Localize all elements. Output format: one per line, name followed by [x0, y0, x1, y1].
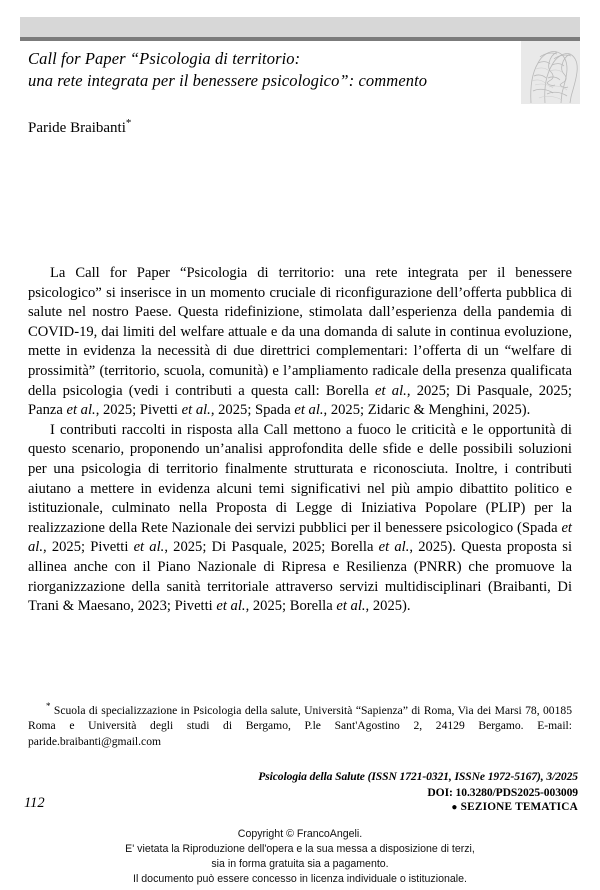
section-bullet-icon: ● [451, 802, 458, 813]
copyright-line-3: sia in forma gratuita sia a pagamento. [211, 858, 389, 870]
header-band-rule [20, 37, 580, 41]
article-title [28, 48, 513, 92]
journal-section [258, 800, 578, 816]
copyright-line-2: E' vietata la Riproduzione dell'opera e la sua messa a disposizione di terzi, [125, 843, 475, 855]
publisher-logo-icon [521, 41, 580, 104]
author-affiliation-footnote [28, 703, 572, 749]
body-paragraph-1: La Call for Paper “Psicologia di territorio: una rete integrata per il benessere psicologico” si inserisce in un momento cruciale di riconfigurazione dell’offerta pubblica di salute nel nostro Paese. Questa ridefinizione, stimolata dall’esperienza della pandemia di COVID-19, dai limiti del welfare attuale e da una domanda di salute in continua evoluzione, mette in evidenza la necessità di due direttrici complementari: l’offerta di un “welfare di prossimità” (territorio, scuola, comunità) e l’ampliamento radicale della presenza qualificata della psicologia (vedi i contributi a questa call: Borella et al., 2025; Di Pasquale, 2025; Panza et al., 2025; Pivetti et al., 2025; Spada et al., 2025; Zidaric & Menghini, 2025). [28, 265, 572, 419]
journal-doi: DOI: 10.3280/PDS2025-003009 [427, 785, 578, 799]
section-label: SEZIONE TEMATICA [460, 801, 578, 813]
copyright-line-1: Copyright © FrancoAngeli. [237, 828, 363, 840]
page-number: 112 [24, 795, 45, 811]
article-title-line-1: Call for Paper “Psicologia di territorio: [28, 49, 301, 68]
article-body [28, 264, 572, 617]
article-author [28, 118, 131, 138]
header-decorative-band [20, 17, 580, 41]
journal-footer [258, 769, 578, 816]
author-footnote-marker: * [125, 117, 132, 129]
header-band-light [20, 17, 580, 37]
copyright-line-4: Il documento può essere concesso in licenza individuale o istituzionale. [133, 873, 467, 885]
footnote-text: Scuola di specializzazione in Psicologia della salute, Università “Sapienza” di Roma, Via dei Marsi 78, 00185 Roma e Università degli studi di Bergamo, P.le Sant'Agostino 2, 24129 Bergamo. E-mail: paride.braibanti@gmail.com [28, 704, 572, 748]
author-name: Paride Braibanti [28, 120, 126, 136]
article-title-line-2: una rete integrata per il benessere psicologico”: commento [28, 71, 428, 90]
footnote-paragraph [28, 703, 572, 749]
journal-citation: Psicologia della Salute (ISSN 1721-0321, ISSNe 1972-5167), 3/2025 [258, 770, 578, 783]
body-paragraph-2: I contributi raccolti in risposta alla Call mettono a fuoco le criticità e le opportunità di questo scenario, proponendo un’analisi approfondita delle sfide e delle possibili soluzioni per una psicologia di territorio finalmente strutturata e riconosciuta. Inoltre, i contributi aiutano a mettere in evidenza alcuni temi significativi nel più ampio dibattito politico e istituzionale, culminato nella Proposta di Legge di Iniziativa Popolare (PLIP) per la realizzazione della Rete Nazionale dei servizi pubblici per il benessere psicologico (Spada et al., 2025; Pivetti et al., 2025; Di Pasquale, 2025; Borella et al., 2025). Questa proposta si allinea anche con il Piano Nazionale di Ripresa e Resilienza (PNRR) che promuove la riorganizzazione della sanità territoriale attraverso servizi multidisciplinari (Braibanti, Di Trani & Maesano, 2023; Pivetti et al., 2025; Borella et al., 2025). [28, 421, 573, 615]
copyright-notice [0, 827, 600, 887]
footnote-marker: * [46, 701, 51, 712]
